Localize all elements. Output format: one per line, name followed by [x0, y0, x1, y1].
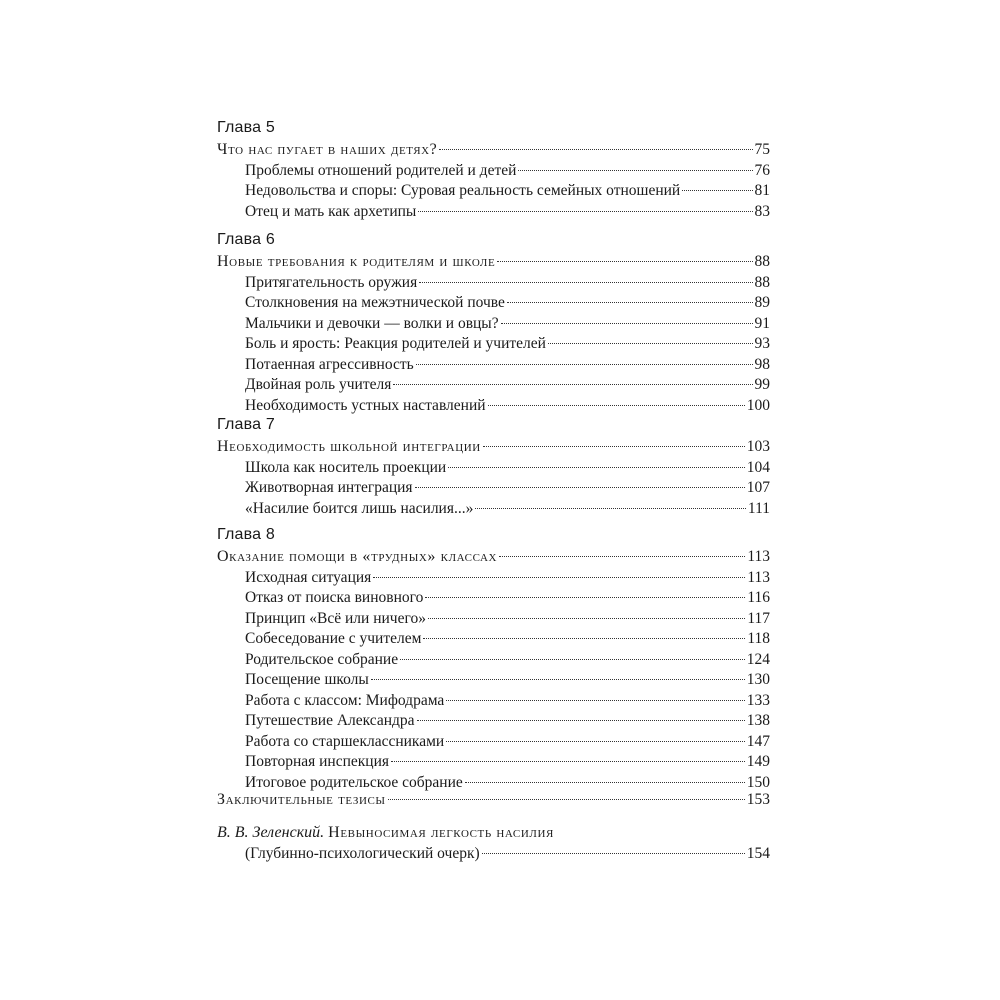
toc-entry-section[interactable] [217, 711, 770, 732]
dot-leader [417, 720, 745, 721]
dot-leader [548, 343, 753, 344]
chapter-label: Глава 6 [217, 231, 275, 248]
toc-entry-section[interactable] [217, 478, 770, 499]
page-number: 93 [754, 335, 770, 352]
page-number: 89 [754, 294, 770, 311]
page-number: 133 [746, 691, 770, 709]
page-number: 76 [754, 161, 770, 179]
dot-leader [393, 384, 752, 385]
dot-leader [415, 487, 745, 488]
dot-leader [518, 170, 752, 171]
page-number: 124 [746, 650, 770, 668]
entry-title: Столкновения на межэтнической почве [245, 294, 505, 311]
dot-leader [446, 741, 745, 742]
page-number: 111 [747, 499, 770, 517]
page-number: 100 [746, 396, 770, 414]
entry-title: Необходимость школьной интеграции [217, 438, 481, 455]
page-number: 88 [754, 253, 770, 270]
page-number: 103 [746, 438, 770, 455]
entry-title: (Глубинно-психологический очерк) [245, 844, 480, 862]
entry-title: Собеседование с учителем [245, 630, 422, 647]
dot-leader [499, 556, 745, 557]
toc-entry-section[interactable] [217, 161, 770, 182]
dot-leader [428, 618, 745, 619]
toc-entry-section[interactable] [217, 691, 770, 712]
dot-leader [497, 261, 752, 262]
entry-title: Животворная интеграция [245, 479, 413, 496]
toc-entry-section[interactable] [217, 273, 770, 294]
dot-leader [423, 638, 745, 639]
toc-entry-section[interactable] [217, 629, 770, 650]
entry-title: Проблемы отношений родителей и детей [245, 161, 517, 179]
conclusion-block [217, 790, 770, 811]
entry-title: Родительское собрание [245, 650, 399, 668]
entry-title: Что нас пугает в наших детях? [217, 141, 438, 158]
afterword-block [217, 823, 770, 864]
page-number: 130 [746, 671, 770, 688]
page-number: 88 [754, 273, 770, 291]
afterword-author: В. В. Зеленский. [217, 824, 325, 841]
page-number: 107 [746, 479, 770, 496]
toc-entry-chapter-title[interactable] [217, 547, 770, 568]
chapter-label: Глава 8 [217, 526, 275, 543]
toc-entry-section[interactable] [217, 752, 770, 773]
toc-entry-section[interactable] [217, 670, 770, 691]
dot-leader [448, 467, 745, 468]
entry-title: Двойная роль учителя [245, 376, 392, 393]
entry-title: Отец и мать как архетипы [245, 202, 417, 220]
dot-leader [373, 577, 745, 578]
toc-entry-section[interactable] [217, 375, 770, 396]
toc-entry-section[interactable] [217, 499, 770, 520]
entry-title: Посещение школы [245, 671, 369, 688]
entry-title: Работа со старшеклассниками [245, 732, 445, 750]
entry-title: Необходимость устных наставлений [245, 396, 486, 414]
page-number: 104 [746, 458, 770, 476]
chapter-7-block [217, 415, 770, 519]
entry-title: Принцип «Всё или ничего» [245, 609, 426, 627]
page-number: 150 [746, 773, 770, 791]
page-number: 138 [746, 712, 770, 729]
page-number: 149 [746, 753, 770, 770]
dot-leader [446, 700, 744, 701]
page-number: 113 [747, 548, 770, 565]
entry-title: Притягательность оружия [245, 273, 418, 291]
chapter-label: Глава 7 [217, 416, 275, 433]
entry-title: Итоговое родительское собрание [245, 773, 463, 791]
dot-leader [475, 508, 746, 509]
entry-title: «Насилие боится лишь насилия...» [245, 499, 474, 517]
chapter-label: Глава 5 [217, 119, 275, 136]
entry-title: Мальчики и девочки — волки и овцы? [245, 314, 499, 332]
toc-entry-section[interactable] [217, 202, 770, 223]
toc-entry-section[interactable] [217, 396, 770, 417]
dot-leader [400, 659, 745, 660]
toc-entry-chapter-title[interactable] [217, 437, 770, 458]
page-number: 116 [747, 589, 770, 606]
toc-entry-section[interactable] [217, 314, 770, 335]
entry-title: Оказание помощи в «трудных» классах [217, 548, 498, 565]
page-number: 75 [754, 141, 770, 158]
entry-title: Школа как носитель проекции [245, 458, 447, 476]
entry-title: Отказ от поиска виновного [245, 589, 424, 606]
dot-leader [418, 211, 752, 212]
dot-leader [482, 853, 745, 854]
page-number: 99 [754, 376, 770, 393]
page-number: 91 [754, 314, 770, 332]
toc-entry-section[interactable] [217, 293, 770, 314]
toc-entry-conclusion[interactable] [217, 790, 770, 811]
toc-entry-section[interactable] [217, 181, 770, 202]
dot-leader [425, 597, 745, 598]
page-number: 154 [746, 844, 770, 862]
page-number: 118 [747, 630, 770, 647]
entry-title: Недовольства и споры: Суровая реальность семейных отношений [245, 182, 681, 199]
dot-leader [416, 364, 753, 365]
dot-leader [507, 302, 753, 303]
entry-title: Повторная инспекция [245, 753, 390, 770]
dot-leader [465, 782, 745, 783]
entry-title: Работа с классом: Мифодрама [245, 691, 445, 709]
entry-title: Путешествие Александра [245, 712, 415, 729]
dot-leader [391, 761, 745, 762]
entry-title: Заключительные тезисы [217, 791, 386, 808]
toc-entry-section[interactable] [217, 732, 770, 753]
page-number: 98 [754, 355, 770, 373]
page-number: 81 [754, 182, 770, 199]
dot-leader [682, 190, 752, 191]
page-number: 117 [747, 609, 770, 627]
dot-leader [419, 282, 752, 283]
toc-entry-chapter-title[interactable] [217, 140, 770, 161]
chapter-6-block [217, 230, 770, 416]
dot-leader [388, 799, 745, 800]
toc-entry-afterword-subtitle[interactable] [217, 844, 770, 865]
afterword-title: Невыносимая легкость насилия [328, 824, 554, 841]
toc-entry-section[interactable] [217, 588, 770, 609]
chapter-5-block [217, 118, 770, 222]
page-number: 153 [746, 791, 770, 808]
chapter-8-block [217, 525, 770, 793]
toc-entry-section[interactable] [217, 458, 770, 479]
dot-leader [501, 323, 753, 324]
entry-title: Потаенная агрессивность [245, 355, 414, 373]
afterword-heading[interactable] [217, 823, 770, 844]
toc-entry-chapter-title[interactable] [217, 252, 770, 273]
toc-entry-section[interactable] [217, 609, 770, 630]
page-number: 113 [747, 568, 770, 586]
toc-entry-section[interactable] [217, 334, 770, 355]
dot-leader [439, 149, 752, 150]
page-number: 147 [746, 732, 770, 750]
dot-leader [488, 405, 745, 406]
dot-leader [371, 679, 745, 680]
entry-title: Исходная ситуация [245, 568, 372, 586]
entry-title: Новые требования к родителям и школе [217, 253, 496, 270]
toc-entry-section[interactable] [217, 355, 770, 376]
page-number: 83 [754, 202, 770, 220]
entry-title: Боль и ярость: Реакция родителей и учителей [245, 335, 546, 352]
toc-entry-section[interactable] [217, 650, 770, 671]
dot-leader [483, 446, 745, 447]
toc-entry-section[interactable] [217, 568, 770, 589]
